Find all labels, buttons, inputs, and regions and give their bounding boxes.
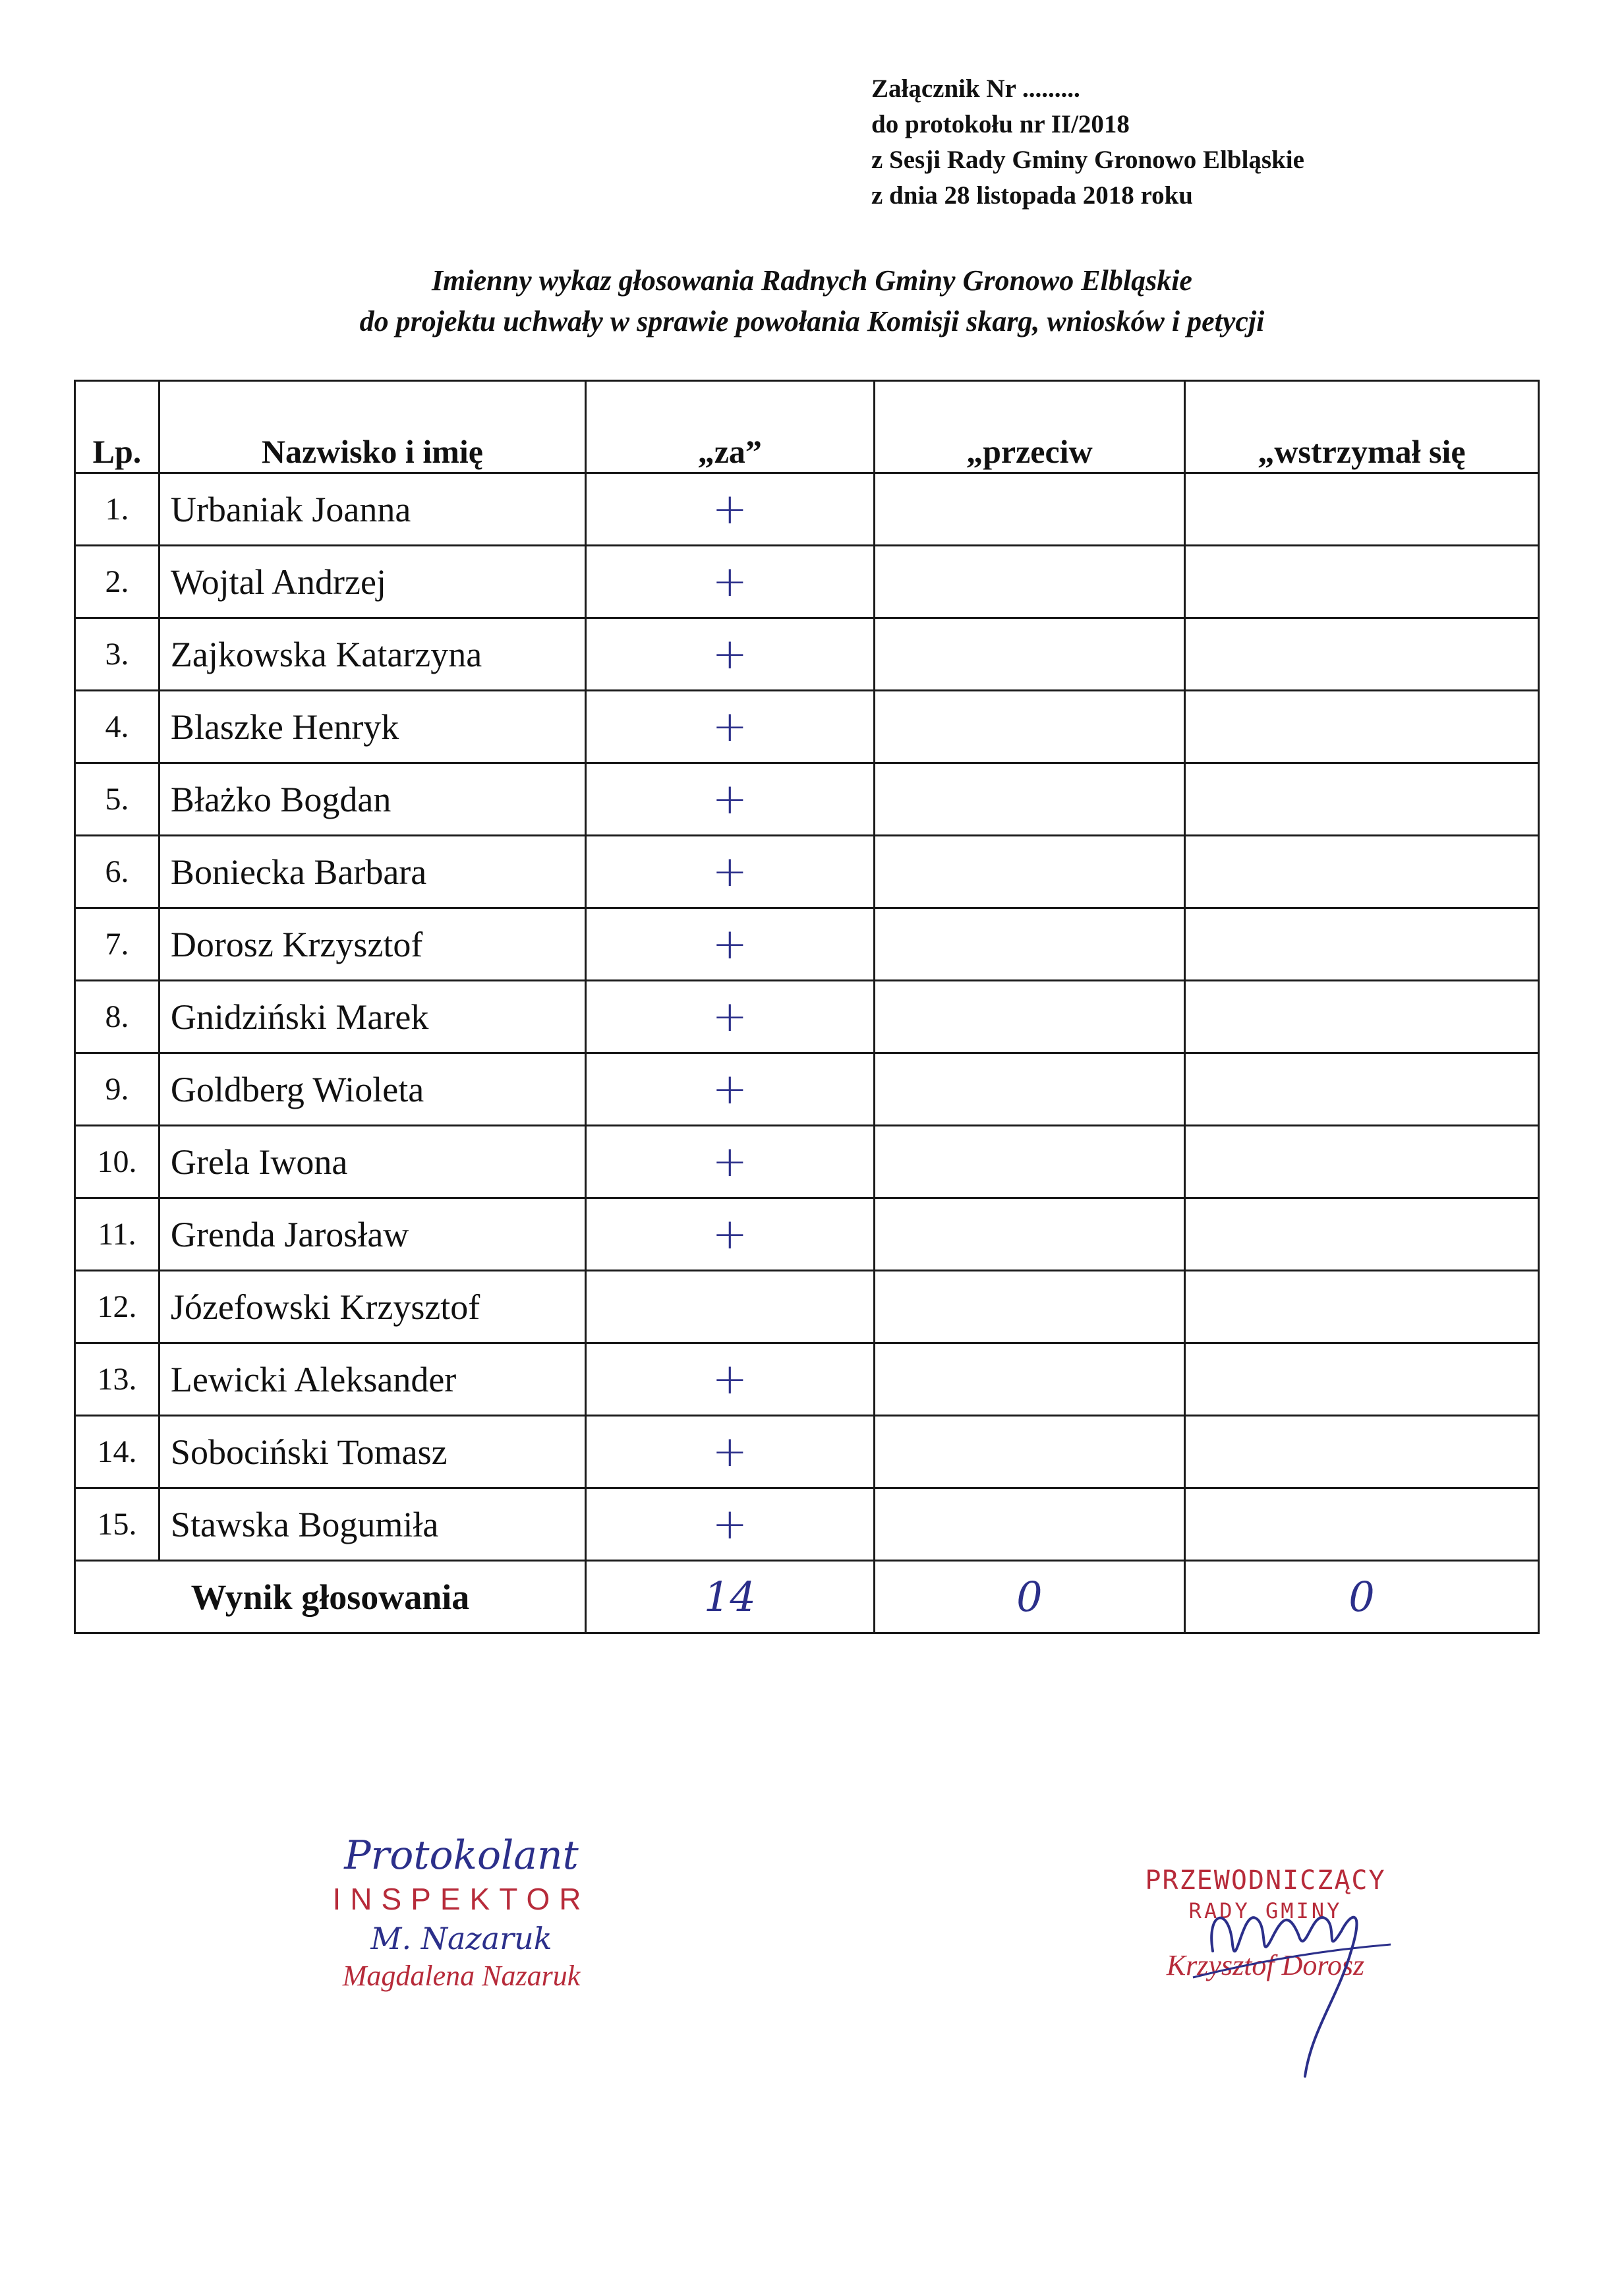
row-wstrzymal bbox=[1184, 1126, 1538, 1198]
row-name: Urbaniak Joanna bbox=[159, 473, 585, 546]
row-lp: 1. bbox=[75, 473, 160, 546]
row-przeciw bbox=[874, 473, 1184, 546]
title-line-1: Imienny wykaz głosowania Radnych Gminy Gronowo Elbląskie bbox=[432, 264, 1192, 297]
row-przeciw bbox=[874, 1416, 1184, 1488]
annex-session: z Sesji Rady Gminy Gronowo Elbląskie bbox=[871, 146, 1304, 174]
row-wstrzymal bbox=[1184, 1343, 1538, 1416]
row-wstrzymal bbox=[1184, 908, 1538, 981]
row-lp: 8. bbox=[75, 981, 160, 1053]
row-name: Grenda Jarosław bbox=[159, 1198, 585, 1271]
row-wstrzymal bbox=[1184, 763, 1538, 836]
result-label: Wynik głosowania bbox=[75, 1561, 586, 1633]
row-wstrzymal bbox=[1184, 836, 1538, 908]
secretary-handwritten-signature: M. Nazaruk bbox=[370, 1921, 552, 1956]
chairman-stamp-title: PRZEWODNICZĄCY bbox=[1145, 1865, 1386, 1896]
row-name: Zajkowska Katarzyna bbox=[159, 618, 585, 691]
row-za: + bbox=[585, 1198, 874, 1271]
result-za: 14 bbox=[585, 1561, 874, 1633]
row-name: Lewicki Aleksander bbox=[159, 1343, 585, 1416]
document-title bbox=[0, 260, 1624, 342]
row-name: Dorosz Krzysztof bbox=[159, 908, 585, 981]
row-przeciw bbox=[874, 1126, 1184, 1198]
result-przeciw: 0 bbox=[874, 1561, 1184, 1633]
row-za: + bbox=[585, 473, 874, 546]
row-za: + bbox=[585, 618, 874, 691]
table-row bbox=[75, 908, 1539, 981]
row-name: Wojtal Andrzej bbox=[159, 546, 585, 618]
secretary-handwritten-role: Protokolant bbox=[344, 1832, 579, 1879]
row-name: Józefowski Krzysztof bbox=[159, 1271, 585, 1343]
row-przeciw bbox=[874, 618, 1184, 691]
header-za: „za” bbox=[585, 381, 874, 473]
header-przeciw: „przeciw bbox=[874, 381, 1184, 473]
row-wstrzymal bbox=[1184, 1198, 1538, 1271]
row-przeciw bbox=[874, 1488, 1184, 1561]
row-za: + bbox=[585, 546, 874, 618]
row-name: Blaszke Henryk bbox=[159, 691, 585, 763]
row-name: Boniecka Barbara bbox=[159, 836, 585, 908]
table-row bbox=[75, 1053, 1539, 1126]
row-name: Grela Iwona bbox=[159, 1126, 585, 1198]
table-row bbox=[75, 1271, 1539, 1343]
annex-number: Załącznik Nr ......... bbox=[871, 74, 1080, 103]
row-lp: 12. bbox=[75, 1271, 160, 1343]
row-lp: 5. bbox=[75, 763, 160, 836]
row-przeciw bbox=[874, 546, 1184, 618]
table-row bbox=[75, 836, 1539, 908]
row-za: + bbox=[585, 836, 874, 908]
table-header-row bbox=[75, 381, 1539, 473]
row-przeciw bbox=[874, 1053, 1184, 1126]
secretary-stamp-title: INSPEKTOR bbox=[332, 1882, 591, 1916]
row-za: + bbox=[585, 1416, 874, 1488]
table-row bbox=[75, 473, 1539, 546]
row-wstrzymal bbox=[1184, 1488, 1538, 1561]
annex-protocol: do protokołu nr II/2018 bbox=[871, 110, 1130, 138]
row-name: Stawska Bogumiła bbox=[159, 1488, 585, 1561]
result-wstrzymal: 0 bbox=[1184, 1561, 1538, 1633]
table-row bbox=[75, 618, 1539, 691]
row-przeciw bbox=[874, 763, 1184, 836]
row-name: Sobociński Tomasz bbox=[159, 1416, 585, 1488]
row-lp: 2. bbox=[75, 546, 160, 618]
row-przeciw bbox=[874, 1198, 1184, 1271]
row-wstrzymal bbox=[1184, 691, 1538, 763]
row-lp: 13. bbox=[75, 1343, 160, 1416]
row-za: + bbox=[585, 1053, 874, 1126]
row-przeciw bbox=[874, 691, 1184, 763]
row-za: + bbox=[585, 1126, 874, 1198]
row-wstrzymal bbox=[1184, 618, 1538, 691]
table-row bbox=[75, 1488, 1539, 1561]
row-name: Błażko Bogdan bbox=[159, 763, 585, 836]
chairman-stamp-subtitle: RADY GMINY bbox=[1188, 1898, 1343, 1923]
row-wstrzymal bbox=[1184, 546, 1538, 618]
voting-table bbox=[74, 380, 1540, 1634]
annex-header bbox=[871, 71, 1304, 214]
row-name: Gnidziński Marek bbox=[159, 981, 585, 1053]
table-row bbox=[75, 1198, 1539, 1271]
row-lp: 15. bbox=[75, 1488, 160, 1561]
row-przeciw bbox=[874, 981, 1184, 1053]
annex-date: z dnia 28 listopada 2018 roku bbox=[871, 181, 1193, 210]
row-lp: 3. bbox=[75, 618, 160, 691]
header-name: Nazwisko i imię bbox=[159, 381, 585, 473]
row-wstrzymal bbox=[1184, 981, 1538, 1053]
row-za: + bbox=[585, 763, 874, 836]
row-lp: 14. bbox=[75, 1416, 160, 1488]
secretary-stamp-name: Magdalena Nazaruk bbox=[342, 1960, 581, 1992]
header-wstrzymal: „wstrzymał się bbox=[1184, 381, 1538, 473]
row-za bbox=[585, 1271, 874, 1343]
row-wstrzymal bbox=[1184, 473, 1538, 546]
row-wstrzymal bbox=[1184, 1416, 1538, 1488]
row-lp: 10. bbox=[75, 1126, 160, 1198]
table-row bbox=[75, 691, 1539, 763]
row-name: Goldberg Wioleta bbox=[159, 1053, 585, 1126]
chairman-signature-icon bbox=[1114, 1872, 1417, 2096]
row-lp: 9. bbox=[75, 1053, 160, 1126]
row-lp: 7. bbox=[75, 908, 160, 981]
row-przeciw bbox=[874, 836, 1184, 908]
row-przeciw bbox=[874, 908, 1184, 981]
result-row bbox=[75, 1561, 1539, 1633]
row-przeciw bbox=[874, 1343, 1184, 1416]
row-za: + bbox=[585, 691, 874, 763]
table-row bbox=[75, 1126, 1539, 1198]
row-przeciw bbox=[874, 1271, 1184, 1343]
row-za: + bbox=[585, 1343, 874, 1416]
chairman-stamp-name: Krzysztof Dorosz bbox=[1166, 1949, 1365, 1981]
table-row bbox=[75, 763, 1539, 836]
table-row bbox=[75, 981, 1539, 1053]
table-row bbox=[75, 546, 1539, 618]
secretary-stamp bbox=[290, 1832, 633, 1993]
row-za: + bbox=[585, 981, 874, 1053]
row-wstrzymal bbox=[1184, 1271, 1538, 1343]
row-za: + bbox=[585, 908, 874, 981]
table-row bbox=[75, 1343, 1539, 1416]
header-lp: Lp. bbox=[75, 381, 160, 473]
table-row bbox=[75, 1416, 1539, 1488]
row-wstrzymal bbox=[1184, 1053, 1538, 1126]
row-lp: 11. bbox=[75, 1198, 160, 1271]
row-lp: 4. bbox=[75, 691, 160, 763]
title-line-2: do projektu uchwały w sprawie powołania Komisji skarg, wniosków i petycji bbox=[359, 305, 1265, 337]
row-za: + bbox=[585, 1488, 874, 1561]
row-lp: 6. bbox=[75, 836, 160, 908]
